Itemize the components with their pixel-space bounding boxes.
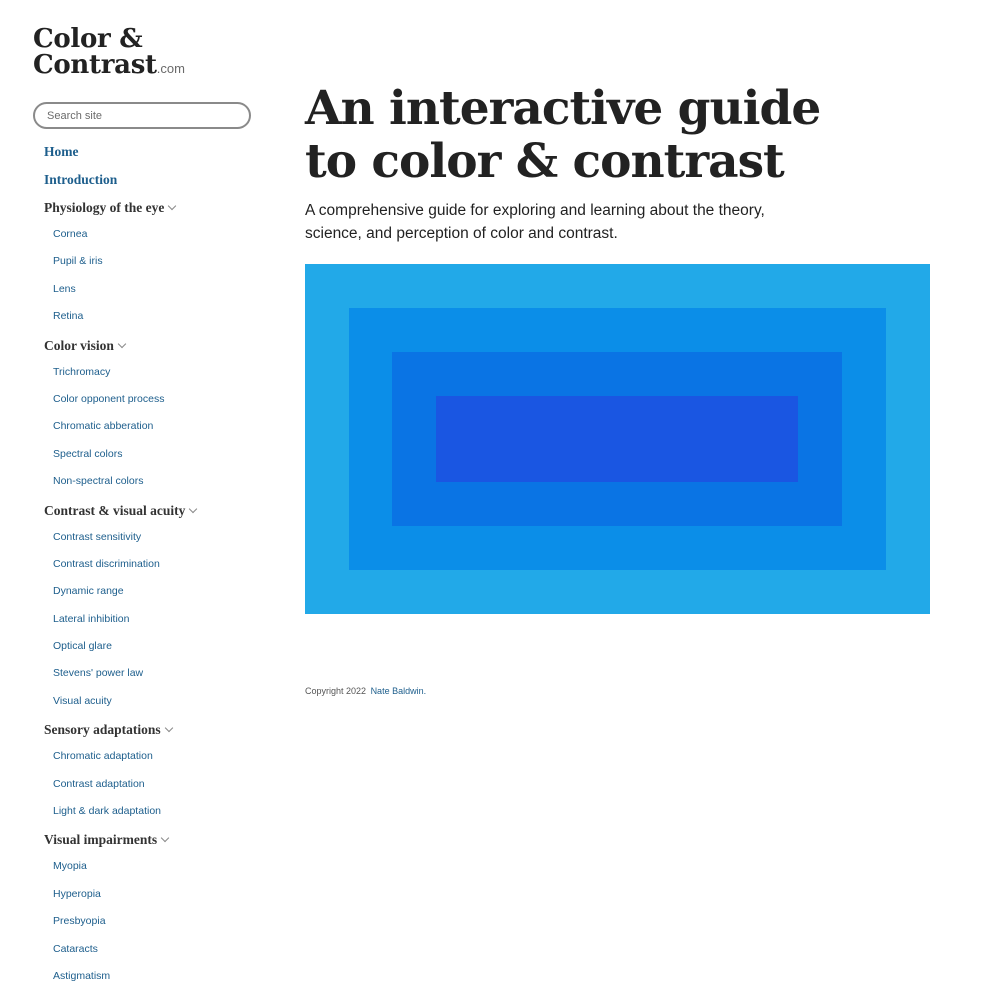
sidebar-nav (33, 141, 263, 994)
footer (305, 686, 426, 696)
nav-link[interactable]: Contrast adaptation (53, 777, 145, 790)
nav-link[interactable]: Hyperopia (53, 887, 101, 900)
main-content (305, 82, 930, 245)
nav-link[interactable]: Color opponent process (53, 392, 165, 405)
nav-link[interactable]: Astigmatism (53, 969, 111, 982)
hero-layer-inner (436, 396, 798, 482)
hero-illustration (305, 264, 930, 614)
nav-link[interactable]: Cornea (53, 228, 88, 240)
sidebar (33, 26, 263, 994)
nav-link-introduction[interactable]: Introduction (44, 172, 118, 187)
page-subtitle: A comprehensive guide for exploring and learning about the theory, science, and perception of color and contrast. (305, 202, 765, 242)
chevron-down-icon (118, 339, 126, 347)
nav-section-label: Sensory adaptations (44, 722, 161, 738)
nav-link[interactable]: Chromatic adaptation (53, 750, 153, 763)
page-title: An interactive guide to color & contrast (305, 81, 821, 189)
nav-link[interactable]: Pupil & iris (53, 255, 103, 268)
nav-link[interactable]: Non-spectral colors (53, 475, 144, 488)
nav-section-label: Color vision (44, 337, 114, 353)
logo-line-1: Color & (33, 24, 143, 54)
chevron-down-icon (161, 834, 169, 842)
nav-link[interactable]: Stevens' power law (53, 667, 144, 680)
nav-link[interactable]: Contrast discrimination (53, 557, 160, 570)
nav-section-label: Contrast & visual acuity (44, 502, 186, 518)
chevron-down-icon (164, 724, 172, 732)
nav-section-physiology (44, 197, 263, 335)
logo-suffix: .com (156, 61, 185, 76)
nav-section-label: Physiology of the eye (44, 200, 165, 215)
nav-section-header[interactable] (44, 500, 263, 528)
chevron-down-icon (168, 202, 176, 210)
nav-section-header[interactable] (44, 829, 263, 857)
nav-link[interactable]: Myopia (53, 860, 87, 873)
nav-section-impairments (44, 829, 263, 994)
nav-link[interactable]: Light & dark adaptation (53, 805, 161, 818)
nav-section-header[interactable] (44, 719, 263, 747)
chevron-down-icon (189, 504, 197, 512)
nav-section-color-vision (44, 335, 263, 500)
nav-section-sensory (44, 719, 263, 829)
copyright-text: Copyright 2022 (305, 686, 367, 696)
nav-link[interactable]: Cataracts (53, 942, 98, 955)
nav-link[interactable]: Dynamic range (53, 585, 124, 598)
author-link[interactable]: Nate Baldwin. (370, 686, 427, 696)
nav-section-label: Visual impairments (44, 832, 158, 848)
nav-link[interactable]: Retina (53, 310, 84, 323)
nav-link[interactable]: Presbyopia (53, 915, 106, 928)
nav-link[interactable]: Trichromacy (53, 365, 111, 378)
site-logo[interactable] (33, 26, 263, 82)
nav-section-contrast (44, 500, 263, 720)
nav-link[interactable]: Spectral colors (53, 447, 123, 460)
nav-section-header[interactable] (44, 335, 263, 363)
logo-line-2: Contrast (33, 50, 157, 80)
nav-link[interactable]: Visual acuity (53, 694, 112, 707)
nav-link[interactable]: Lateral inhibition (53, 612, 130, 625)
nav-link[interactable]: Lens (53, 282, 76, 295)
nav-link[interactable]: Chromatic abberation (53, 420, 154, 433)
nav-section-header[interactable] (44, 197, 263, 225)
nav-link[interactable]: Optical glare (53, 640, 112, 653)
nav-link-home[interactable]: Home (44, 144, 79, 159)
search-input[interactable] (33, 102, 251, 129)
nav-link[interactable]: Contrast sensitivity (53, 530, 142, 543)
